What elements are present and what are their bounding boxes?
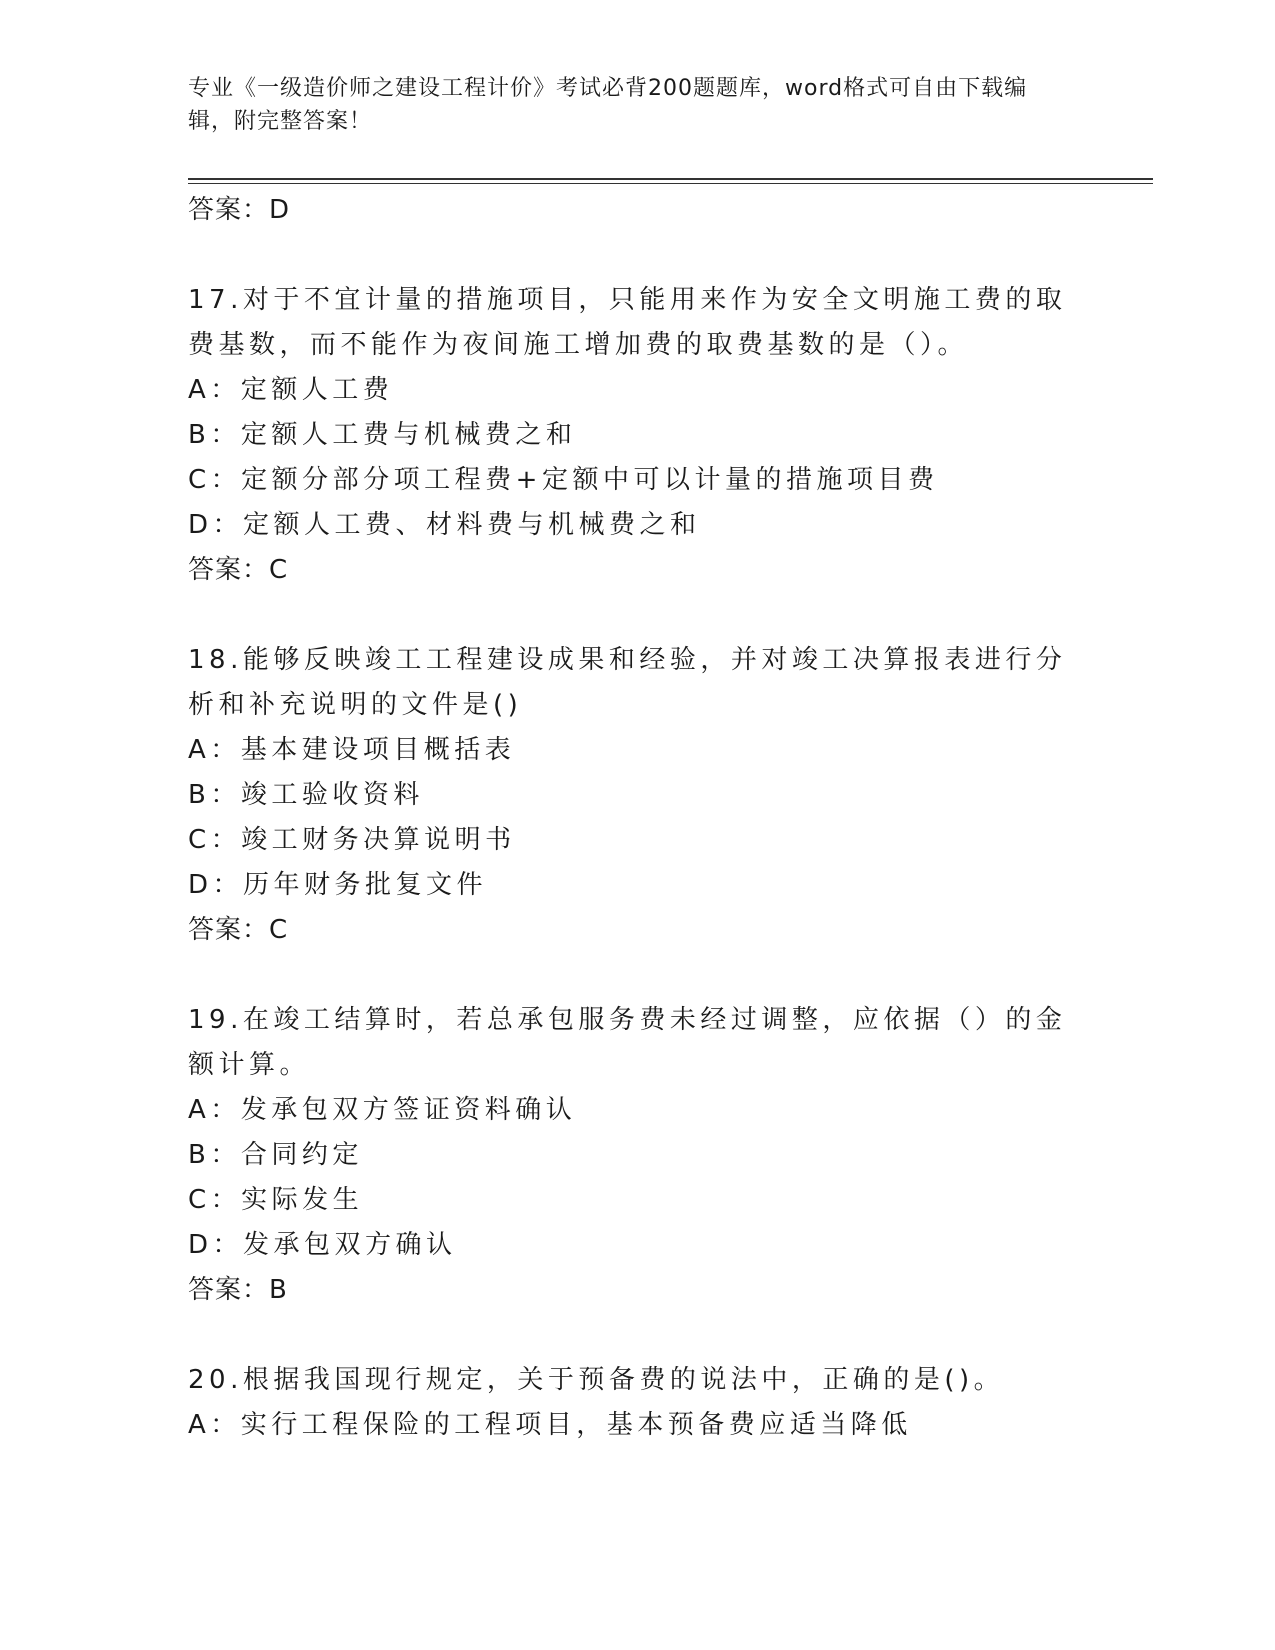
option-d: D：发承包双方确认 [188, 1230, 457, 1260]
option-c: C：实际发生 [188, 1185, 364, 1215]
option-b: B：定额人工费与机械费之和 [188, 420, 577, 450]
question-block [188, 998, 1153, 1313]
option-c: C：定额分部分项工程费+定额中可以计量的措施项目费 [188, 465, 939, 495]
answer-line: 答案：C [188, 915, 289, 945]
question-text: 19.在竣工结算时，若总承包服务费未经过调整，应依据（）的金额计算。 [188, 1005, 1067, 1080]
answer-line: 答案：B [188, 1275, 288, 1305]
option-b: B：合同约定 [188, 1140, 363, 1170]
option-a: A：发承包双方签证资料确认 [188, 1095, 577, 1125]
option-c: C：竣工财务决算说明书 [188, 825, 516, 855]
question-block [188, 278, 1153, 593]
document-page [188, 0, 1153, 1650]
header-rule-thick [188, 178, 1153, 180]
header-text: 专业《一级造价师之建设工程计价》考试必背200题题库，word格式可自由下载编辑，附完整答案！ [188, 76, 1028, 134]
answer-line: 答案：D [188, 195, 291, 225]
option-d: D：历年财务批复文件 [188, 870, 488, 900]
spacer [188, 1313, 1153, 1358]
option-a: A：实行工程保险的工程项目，基本预备费应适当降低 [188, 1410, 912, 1440]
question-list [188, 188, 1153, 1448]
answer-line: 答案：C [188, 555, 289, 585]
spacer [188, 953, 1153, 998]
header-rule-thin [188, 183, 1153, 184]
spacer [188, 233, 1153, 278]
question-block [188, 1358, 1153, 1448]
option-a: A：基本建设项目概括表 [188, 735, 516, 765]
spacer [188, 593, 1153, 638]
option-a: A：定额人工费 [188, 375, 394, 405]
question-text: 17.对于不宜计量的措施项目，只能用来作为安全文明施工费的取费基数，而不能作为夜间施工增加费的取费基数的是（）。 [188, 285, 1067, 360]
option-d: D：定额人工费、材料费与机械费之和 [188, 510, 701, 540]
question-block [188, 638, 1153, 953]
question-text: 20.根据我国现行规定，关于预备费的说法中，正确的是()。 [188, 1365, 1005, 1395]
option-b: B：竣工验收资料 [188, 780, 424, 810]
question-text: 18.能够反映竣工工程建设成果和经验，并对竣工决算报表进行分析和补充说明的文件是() [188, 645, 1067, 720]
